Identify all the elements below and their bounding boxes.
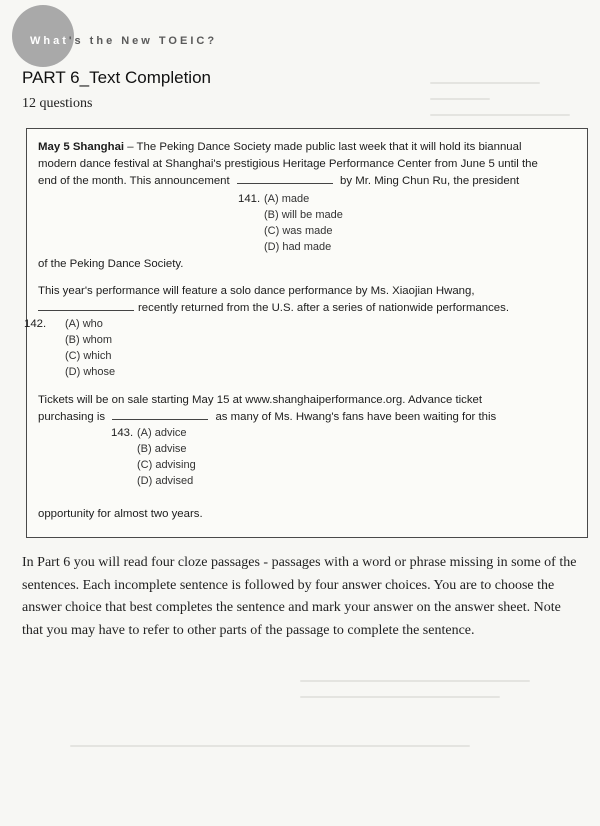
option-142-c[interactable]: (C) which [65,350,112,362]
question-number-143: 143. [111,427,134,439]
bleed-through-texture-lower [300,680,560,712]
question-number-142: 142. [24,318,47,330]
option-141-a[interactable]: (A) made [264,193,310,205]
option-141-d[interactable]: (D) had made [264,241,332,253]
instructions-paragraph: In Part 6 you will read four cloze passages - passages with a word or phrase missing in some of the sentences. Each incomplete sentence is followed by four answer choices. You are to choose the answer choice that best completes the sentence and mark your answer on the answer sheet. Note that you may have to refer to other parts of the passage to complete the sentence. [22,555,577,638]
option-143-b[interactable]: (B) advise [137,443,187,455]
passage-line: This year's performance will feature a solo dance performance by Ms. Xiaojian Hwang, [38,285,475,297]
question-count: 12 questions [22,96,93,111]
passage-line [38,409,578,426]
option-141-c[interactable]: (C) was made [264,225,333,237]
passage-line [38,139,578,156]
option-143-a[interactable]: (A) advice [137,427,187,439]
question-number-141: 141. [238,193,261,205]
answer-blank-141 [237,174,333,184]
option-143-c[interactable]: (C) advising [137,459,196,471]
header-label-rest: 's the New TOEIC? [68,35,218,47]
passage-line: modern dance festival at Shanghai's prestigious Heritage Performance Center from June 5 until the [38,158,538,170]
passage-text: as many of Ms. Hwang's fans have been waiting for this [215,411,497,423]
option-141-b[interactable]: (B) will be made [264,209,343,221]
passage-text: by Mr. Ming Chun Ru, the president [340,175,520,187]
header-label-lead: What [30,35,69,47]
option-142-d[interactable]: (D) whose [65,366,116,378]
section-header-label [30,35,217,47]
page-title: PART 6_Text Completion [22,68,211,87]
passage-line: of the Peking Dance Society. [38,258,184,270]
option-142-b[interactable]: (B) whom [65,334,113,346]
option-142-a[interactable]: (A) who [65,318,103,330]
passage-line: Tickets will be on sale starting May 15 at www.shanghaiperformance.org. Advance ticket [38,394,483,406]
passage-line [38,300,583,317]
passage-text: recently returned from the U.S. after a series of nationwide performances. [138,302,510,314]
bleed-through-texture-bottom [70,745,490,761]
passage-text: end of the month. This announcement [38,175,230,187]
passage-line [38,173,578,190]
answer-blank-142 [38,301,134,311]
passage-text: purchasing is [38,411,106,423]
passage-line: opportunity for almost two years. [38,508,203,520]
dateline: May 5 Shanghai [38,141,125,153]
passage-text: – The Peking Dance Society made public last week that it will hold its biannual [124,141,522,153]
passage-box [26,128,588,538]
option-143-d[interactable]: (D) advised [137,475,194,487]
answer-blank-143 [112,410,208,420]
